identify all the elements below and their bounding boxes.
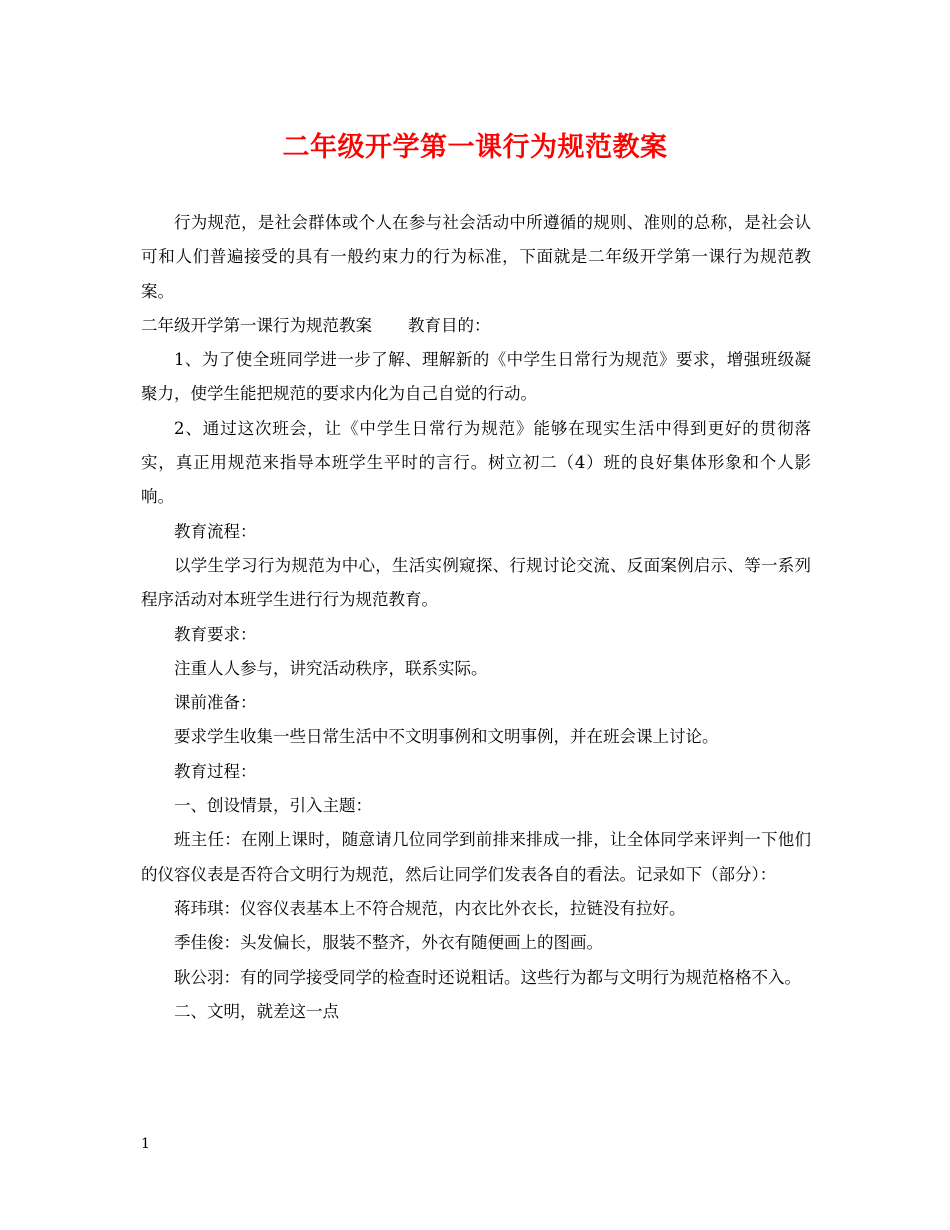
heading-line: [141, 309, 811, 343]
intro-paragraph: 行为规范，是社会群体或个人在参与社会活动中所遵循的规则、准则的总称，是社会认可和人们普遍接受的具有一般约束力的行为标准，下面就是二年级开学第一课行为规范教案。: [141, 213, 811, 301]
paragraph-goal-1: 1、为了使全班同学进一步了解、理解新的《中学生日常行为规范》要求，增强班级凝聚力，使学生能把规范的要求内化为自己自觉的行动。: [141, 350, 811, 404]
paragraph-goal-2: 2、通过这次班会，让《中学生日常行为规范》能够在现实生活中得到更好的贯彻落实，真正用规范来指导本班学生平时的言行。树立初二（4）班的良好集体形象和个人影响。: [141, 418, 811, 507]
heading-preparation: 课前准备：: [174, 693, 257, 713]
paragraph-requirements: 注重人人参与，讲究活动秩序，联系实际。: [174, 658, 488, 678]
paragraph-preparation: 要求学生收集一些日常生活中不文明事例和文明事例，并在班会课上讨论。: [174, 727, 719, 747]
heading-requirements: 教育要求：: [174, 624, 257, 644]
paragraph-record-3: 耿公羽：有的同学接受同学的检查时还说粗话。这些行为都与文明行为规范格格不入。: [174, 967, 801, 987]
section-heading-2: 二、文明，就差这一点: [174, 1001, 339, 1021]
heading-process: 教育流程：: [174, 521, 257, 541]
document-title: 二年级开学第一课行为规范教案: [282, 132, 668, 163]
heading-course: 教育过程：: [174, 761, 257, 781]
paragraph-record-2: 季佳俊：头发偏长，服装不整齐，外衣有随便画上的图画。: [174, 933, 603, 953]
heading-line-left: 二年级开学第一课行为规范教案: [141, 315, 372, 335]
paragraph-process: 以学生学习行为规范为中心，生活实例窥探、行规讨论交流、反面案例启示、等一系列程序活动对本班学生进行行为规范教育。: [141, 555, 811, 610]
page-number: 1: [141, 1136, 150, 1152]
paragraph-teacher: 班主任：在刚上课时，随意请几位同学到前排来排成一排，让全体同学来评判一下他们的仪容仪表是否符合文明行为规范，然后让同学们发表各自的看法。记录如下（部分）：: [141, 830, 811, 884]
document-body: [141, 206, 811, 1029]
paragraph-record-1: 蒋玮琪：仪容仪表基本上不符合规范，内衣比外衣长，拉链没有拉好。: [174, 898, 686, 918]
heading-line-right: 教育目的：: [408, 315, 491, 335]
section-heading-1: 一、创设情景，引入主题：: [174, 796, 372, 816]
